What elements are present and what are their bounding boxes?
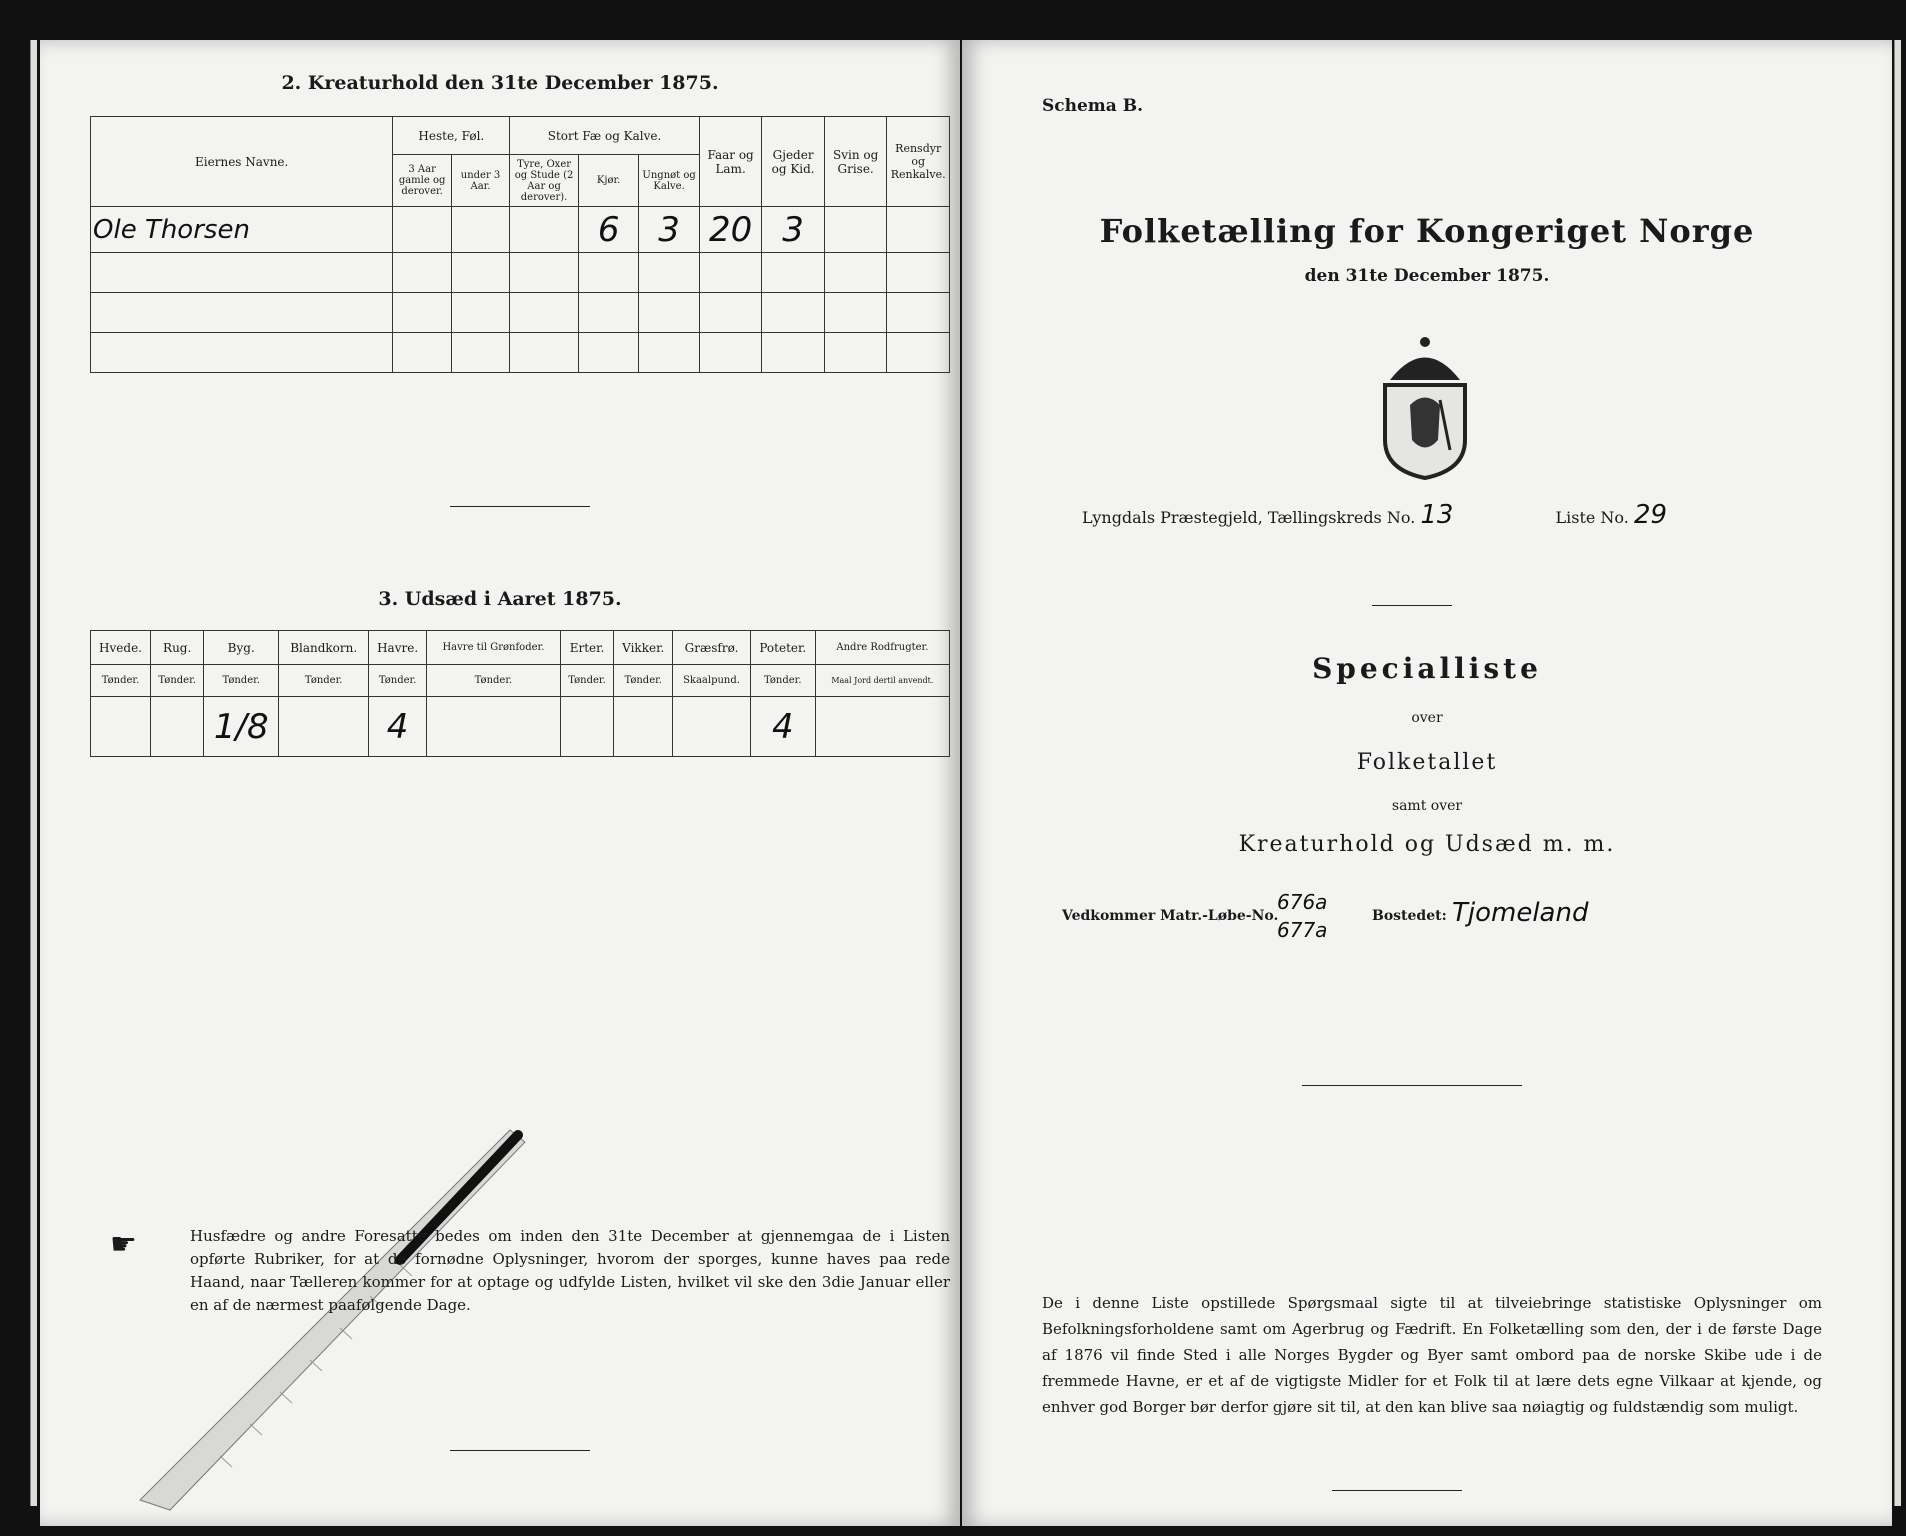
left-page xyxy=(40,40,960,1526)
cattle-b-header: Kjør. xyxy=(578,155,638,207)
value-graesfro xyxy=(673,697,751,757)
crop-havre-gronfoder: Havre til Grønfoder. xyxy=(426,631,560,665)
cell-horses-b xyxy=(451,207,509,253)
value-havre-gronfoder xyxy=(426,697,560,757)
intro-paragraph: De i denne Liste opstillede Spørgsmaal sigte til at tilveiebringe statistiske Oplysninger om Befolkningsforholdene samt om Agerbrug og Fædrift. En Folketælling som den, der i de første Dage af 1876 vil finde Sted i alle Norges Bygder og Byer samt ombord paa de norske Skibe ude i de fremmede Havne, er et af de vigtigste Midler for et Folk til at lære dets egne Vilkaar at kjende, og enhver god Borger bør derfor gjøre sit til, at den kan blive saa nøiagtig og fuldstændig som muligt. xyxy=(1042,1294,1822,1416)
value-havre: 4 xyxy=(369,697,427,757)
divider xyxy=(1302,1085,1522,1086)
cell-horses-a xyxy=(393,207,451,253)
cattle-header: Stort Fæ og Kalve. xyxy=(510,117,700,155)
value-byg: 1/8 xyxy=(204,697,279,757)
unit-blandkorn: Tønder. xyxy=(279,665,369,697)
unit-vikker: Tønder. xyxy=(614,665,673,697)
unit-byg: Tønder. xyxy=(204,665,279,697)
owner-header: Eiernes Navne. xyxy=(91,117,393,207)
divider xyxy=(450,506,590,507)
pigs-header: Svin og Grise. xyxy=(824,117,887,207)
crop-poteter: Poteter. xyxy=(750,631,815,665)
horses-b-header: under 3 Aar. xyxy=(451,155,509,207)
over-text: over xyxy=(1411,710,1443,726)
unit-rug: Tønder. xyxy=(151,665,204,697)
cell-cattle-b: 6 xyxy=(578,207,638,253)
bosted-label: Bostedet: xyxy=(1372,908,1447,924)
right-page xyxy=(962,40,1892,1526)
value-hvede xyxy=(91,697,151,757)
pointing-hand-icon: ☛ xyxy=(110,1227,137,1262)
prestegjeld-name: Lyngdals xyxy=(1082,508,1156,527)
divider xyxy=(1372,605,1452,606)
owner-name: Ole Thorsen xyxy=(91,207,393,253)
cell-cattle-c: 3 xyxy=(639,207,699,253)
reindeer-header: Rensdyr og Renkalve. xyxy=(887,117,950,207)
value-rug xyxy=(151,697,204,757)
crop-rug: Rug. xyxy=(151,631,204,665)
unit-havre: Tønder. xyxy=(369,665,427,697)
unit-poteter: Tønder. xyxy=(750,665,815,697)
page-stack-edge xyxy=(1894,40,1901,1506)
kreds-label: Tællingskreds No. xyxy=(1267,508,1416,527)
unit-hvede: Tønder. xyxy=(91,665,151,697)
table-row xyxy=(91,207,950,253)
section2-title: 2. Kreaturhold den 31te December 1875. xyxy=(281,72,719,94)
liste-number: 29 xyxy=(1633,500,1668,530)
sheep-header: Faar og Lam. xyxy=(699,117,762,207)
cell-reindeer xyxy=(887,207,950,253)
horses-header: Heste, Føl. xyxy=(393,117,510,155)
table-row xyxy=(91,253,950,293)
table-row xyxy=(91,293,950,333)
unit-erter: Tønder. xyxy=(560,665,613,697)
value-blandkorn xyxy=(279,697,369,757)
liste-label: Liste No. xyxy=(1555,508,1629,527)
divider xyxy=(450,1450,590,1451)
cell-pigs xyxy=(824,207,887,253)
folketallet-text: Folketallet xyxy=(1356,750,1498,775)
schema-label: Schema B. xyxy=(1042,96,1144,116)
value-erter xyxy=(560,697,613,757)
divider xyxy=(1332,1490,1462,1491)
bosted-name: Tjomeland xyxy=(1452,898,1589,928)
cattle-a-header: Tyre, Oxer og Stude (2 Aar og derover). xyxy=(510,155,579,207)
seed-table xyxy=(90,630,950,757)
prestegjeld-label: Præstegjeld, xyxy=(1160,508,1263,527)
cell-sheep: 20 xyxy=(699,207,762,253)
cattle-c-header: Ungnøt og Kalve. xyxy=(639,155,699,207)
table-row xyxy=(91,333,950,373)
crop-byg: Byg. xyxy=(204,631,279,665)
crop-vikker: Vikker. xyxy=(614,631,673,665)
page-stack-edge xyxy=(30,40,37,1506)
section3-title: 3. Udsæd i Aaret 1875. xyxy=(378,588,622,610)
matr-label: Vedkommer Matr.-Løbe-No. xyxy=(1062,908,1279,924)
table-row xyxy=(91,697,950,757)
unit-havre-gronfoder: Tønder. xyxy=(426,665,560,697)
goats-header: Gjeder og Kid. xyxy=(762,117,825,207)
kreaturhold-text: Kreaturhold og Udsæd m. m. xyxy=(1238,832,1616,857)
district-line xyxy=(1082,500,1842,530)
unit-graesfro: Skaalpund. xyxy=(673,665,751,697)
crop-havre: Havre. xyxy=(369,631,427,665)
value-vikker xyxy=(614,697,673,757)
value-andre xyxy=(815,697,949,757)
census-date: den 31te December 1875. xyxy=(1304,266,1550,286)
crop-hvede: Hvede. xyxy=(91,631,151,665)
crop-erter: Erter. xyxy=(560,631,613,665)
crop-andre: Andre Rodfrugter. xyxy=(815,631,949,665)
matr-number-b: 677a xyxy=(1277,918,1328,942)
cell-goats: 3 xyxy=(762,207,825,253)
cell-cattle-a xyxy=(510,207,579,253)
census-title: Folketælling for Kongeriget Norge xyxy=(1099,212,1755,250)
horses-a-header: 3 Aar gamle og derover. xyxy=(393,155,451,207)
unit-andre: Maal Jord dertil anvendt. xyxy=(815,665,949,697)
crop-graesfro: Græsfrø. xyxy=(673,631,751,665)
samt-over-text: samt over xyxy=(1391,798,1463,814)
matr-number-a: 676a xyxy=(1277,890,1328,914)
livestock-table xyxy=(90,116,950,373)
coat-of-arms xyxy=(1370,330,1480,480)
value-poteter: 4 xyxy=(750,697,815,757)
crop-blandkorn: Blandkorn. xyxy=(279,631,369,665)
notice-text: Husfædre og andre Foresatte bedes om inden den 31te December at gjennemgaa de i Listen opførte Rubriker, for at de fornødne Oplysninger, hvorom der sporges, kunne haves paa rede Haand, naar Tælleren kommer for at optage og udfylde Listen, hvilket vil ske den 3die Januar eller en af de nærmest paafølgende Dage. xyxy=(190,1227,950,1314)
kreds-number: 13 xyxy=(1420,500,1454,530)
special-title: Specialliste xyxy=(1312,652,1542,685)
